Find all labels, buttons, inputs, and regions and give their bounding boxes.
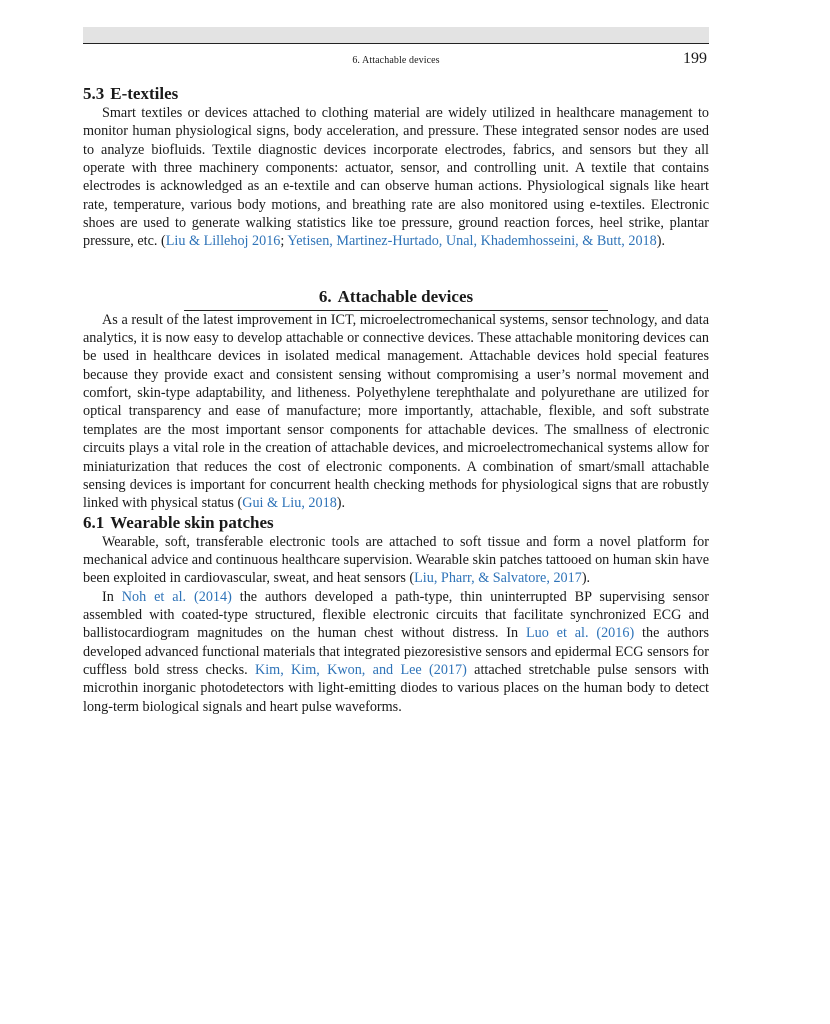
header-rule [83, 43, 709, 44]
citation-link[interactable]: Liu, Pharr, & Salvatore, 2017 [414, 570, 582, 587]
section-6-heading [184, 287, 608, 311]
paragraph-end: ). [336, 495, 346, 512]
section-6-number: 6. [318, 286, 332, 306]
running-title: 6. Attachable devices [352, 55, 440, 66]
paragraph-end: ). [581, 570, 591, 587]
citation-link[interactable]: Kim, Kim, Kwon, and Lee (2017) [254, 661, 467, 678]
section-6-1-title: Wearable skin patches [110, 512, 274, 532]
paragraph-text: the authors developed a path-type, thin uninterrupted BP supervising sensor assembled with coated-type structured, flexible electronic circuits that facilitate synchronized ECG and ballistocardiogram magnitudes on the human chest without distress. In [83, 588, 709, 642]
paragraph-text: Smart textiles or devices attached to clothing material are widely utilized in healthcare management to monitor human physiological signs, body acceleration, and pressure. These integrated sensor nodes are used to analyze biofluids. Textile diagnostic devices incorporate electrodes, fabrics, and sensors but they all operate with three machinery components: actuator, sensor, and controlling unit. A textile that contains electrodes is acknowledged as an e-textile and can observe human actions. Physiological signals like heart rate, temperature, various body motions, and breathing rate are also monitored using e-textiles. Electronic shoes are used to generate walking statistics like toe pressure, ground reaction forces, heel strike, plantar pressure, etc. ( [83, 105, 709, 250]
section-6-1-number: 6.1 [83, 512, 105, 532]
section-6-1-heading [83, 513, 709, 533]
section-5-3-title: E-textiles [110, 84, 179, 103]
citation-link[interactable]: Gui & Liu, 2018 [242, 495, 337, 512]
paragraph-end: ). [656, 233, 666, 250]
citation-link[interactable]: Liu & Lillehoj 2016 [165, 233, 281, 250]
citation-link[interactable]: Luo et al. (2016) [525, 625, 635, 642]
page-content [83, 84, 709, 716]
section-6-title: Attachable devices [337, 286, 474, 306]
page-number: 199 [683, 50, 707, 67]
section-6-paragraph [83, 311, 709, 513]
citation-separator: ; [280, 233, 288, 250]
paragraph-text: attached stretchable pulse sensors with microthin inorganic photodetectors with light-emitting diodes to various places on the human body to detect long-term biological signals and heart pulse waveforms. [83, 661, 710, 715]
section-5-3-heading [83, 84, 709, 104]
section-6-1-paragraph-2 [83, 588, 709, 716]
paragraph-text: Wearable, soft, transferable electronic tools are attached to soft tissue and form a novel platform for mechanical advice and continuous healthcare supervision. Wearable skin patches tattooed on human skin have been exploited in cardiovascular, sweat, and heat sensors ( [83, 533, 709, 587]
citation-link[interactable]: Noh et al. (2014) [121, 588, 232, 605]
paragraph-text: In [102, 588, 122, 605]
citation-link[interactable]: Yetisen, Martinez-Hurtado, Unal, Khademhosseini, & Butt, 2018 [287, 233, 657, 250]
paragraph-text: As a result of the latest improvement in ICT, microelectromechanical systems, sensor technology, and data analytics, it is now easy to develop attachable or connective devices. These attachable monitoring devices can be used in healthcare devices in isolated medical management. Attachable devices hold special features because they provide exact and consistent sensing without compromising a user’s normal movement and comfort, skin-type adaptability, and litheness. Polyethylene terephthalate and polyurethane are utilized for optical transparency and ease of manufacture; more importantly, attachable, flexible, and soft substrate templates are the most important sensor components for attachable devices. The smallness of electronic circuits plays a vital role in the creation of attachable devices, and microelectromechanical systems allow for miniaturization that reduces the cost of electronic components. A combination of smart/small attachable sensing devices is important for concurrent health checking methods for physiological signs that are robustly linked with physical status ( [83, 311, 709, 512]
section-6-heading-wrap [83, 287, 709, 311]
section-5-3-number: 5.3 [83, 84, 105, 103]
section-6-1-paragraph-1 [83, 533, 709, 588]
paragraph-text: the authors developed advanced functional materials that integrated piezoresistive sensors and epidermal ECG sensors for cuffless bold stress checks. [83, 625, 709, 678]
section-5-3-paragraph [83, 104, 709, 251]
header-band [83, 27, 709, 43]
running-head [83, 50, 709, 69]
